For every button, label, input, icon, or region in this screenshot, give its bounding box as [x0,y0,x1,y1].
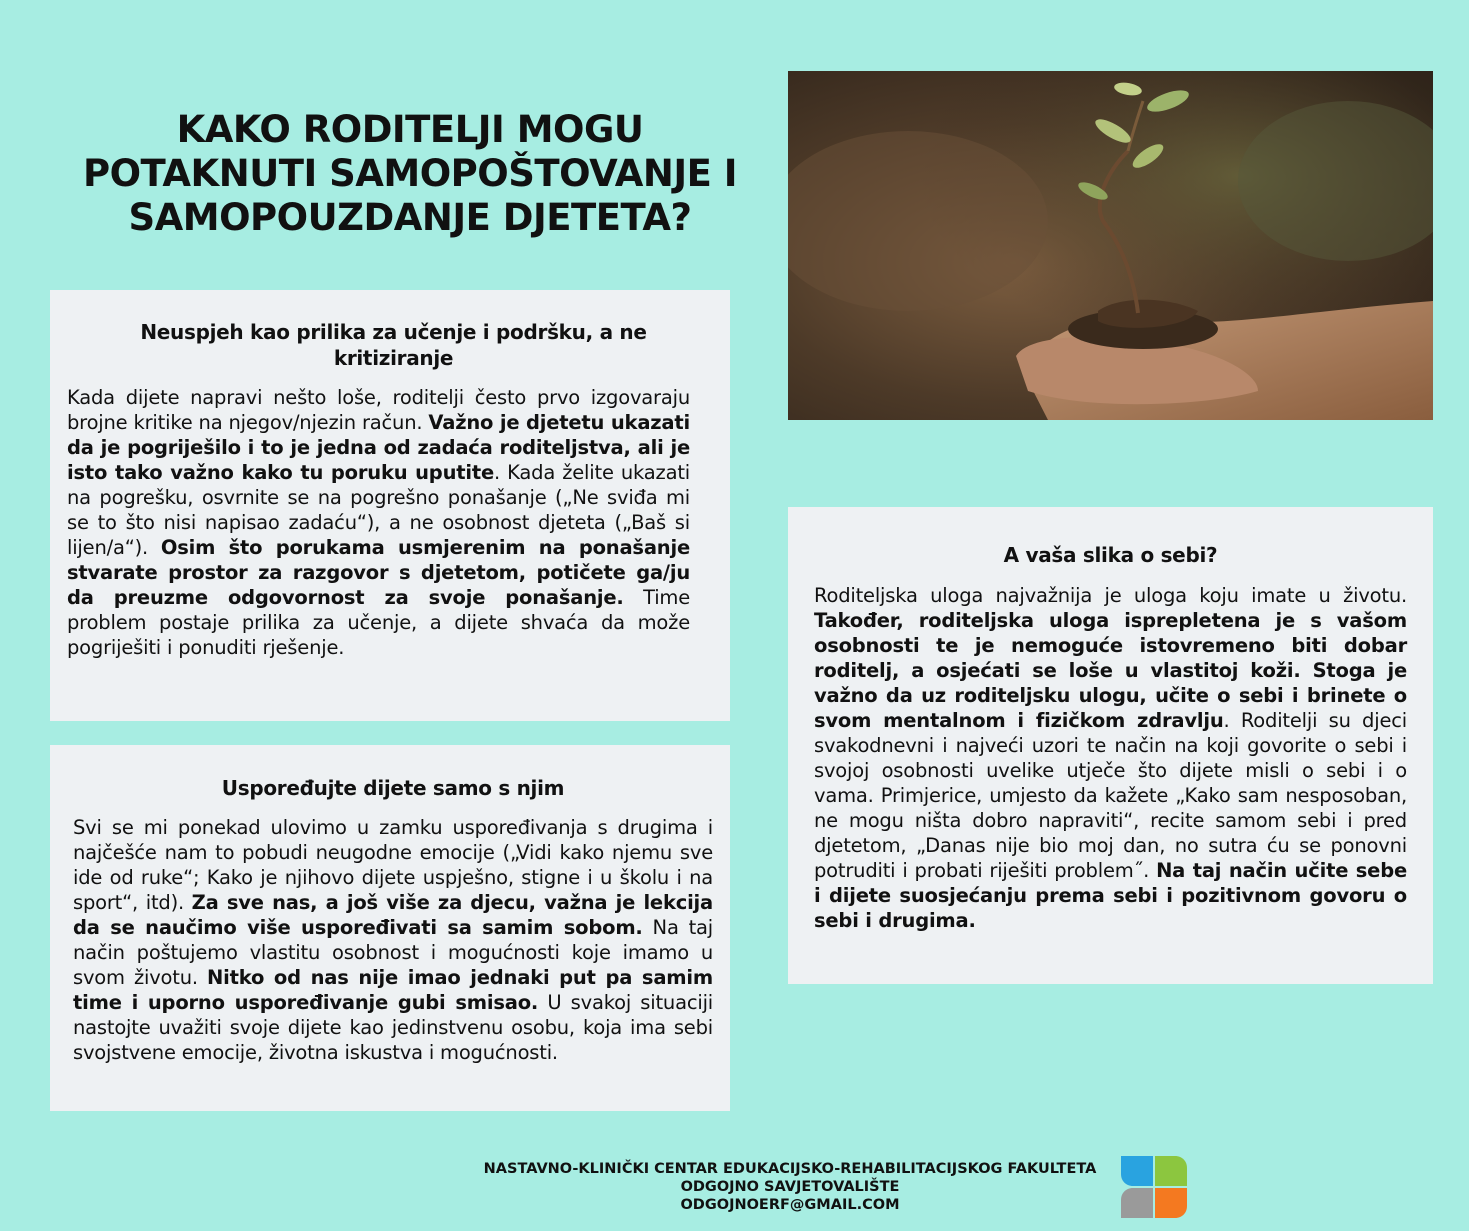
section-body [67,385,690,660]
footer-email: ODGOJNOERF@GMAIL.COM [680,1197,900,1213]
title-line-3: SAMOPOUZDANJE DJETETA? [128,196,692,239]
body-text: Time problem postaje prilika za učenje, a dijete shvaća da može pogriješiti i ponuditi rješenje. [67,586,691,659]
section-failure-as-opportunity [50,290,730,721]
body-text: U svakoj situaciji nastojte uvažiti svoje dijete kao jedinstvenu osobu, koja ima sebi svojstvene emocije, životna iskustva i mogućnosti. [73,991,714,1064]
body-text: Kada dijete napravi nešto loše, roditelji često prvo izgovaraju brojne kritike na njegov/njezin račun. [67,386,690,434]
footer-institution: NASTAVNO-KLINIČKI CENTAR EDUKACIJSKO-REHABILITACIJSKOG FAKULTETA [483,1161,1097,1177]
page-title [50,108,770,240]
section-heading: Neuspjeh kao prilika za učenje i podršku, a ne kritiziranje [140,320,647,370]
emphasized-text: Za sve nas, a još više za djecu, važna je lekcija da se naučimo više uspoređivati sa samim sobom. [73,891,714,939]
section-body [73,815,713,1065]
emphasized-text: Važno je djetetu ukazati da je pogriješilo i to je jedna od zadaća roditeljstva, ali je isto tako važno kako tu poruku uputite [67,411,690,484]
title-line-2: POTAKNUTI SAMOPOŠTOVANJE I [82,152,738,195]
seedling-in-hands-photo [788,71,1433,420]
emphasized-text: Osim što porukama usmjerenim na ponašanje stvarate prostor za razgovor s djetetom, potičete ga/ju da preuzme odgovornost za svoje ponašanje. [67,536,690,609]
section-compare-child-with-self [50,745,730,1111]
emphasized-text: Na taj način učite sebe i dijete suosjećanju prema sebi i pozitivnom govoru o sebi i drugima. [814,859,1407,932]
body-text: Na taj način poštujemo vlastitu osobnost i mogućnosti koje imamo u svom životu. [73,916,714,989]
seedling-photo-illustration [788,71,1433,420]
logo-green-leaf [1155,1156,1187,1186]
four-leaf-square-logo [1121,1156,1187,1218]
emphasized-text: Također, roditeljska uloga isprepletena je s vašom osobnosti te je nemoguće istovremeno biti dobar roditelj, a osjećati se loše u vlastitoj koži. Stoga je važno da uz roditeljsku ulogu, učite o sebi i brinete o svom mentalnom i fizičkom zdravlju [814,609,1407,732]
section-heading: Uspoređujte dijete samo s njim [221,776,565,800]
logo-orange-leaf [1155,1188,1187,1218]
footer-department: ODGOJNO SAVJETOVALIŠTE [680,1179,900,1195]
body-text: Svi se mi ponekad ulovimo u zamku uspoređivanja s drugima i najčešće nam to pobudi neugodne emocije („Vidi kako njemu sve ide od ruke“; Kako je njihovo dijete uspješno, stigne i u školu i na sport“, itd). [73,816,713,914]
body-text: Roditeljska uloga najvažnija je uloga koju imate u životu. [814,584,1407,607]
body-text: . Roditelji su djeci svakodnevni i najveći uzori te način na koji govorite o sebi i svojoj osobnosti uvelike utječe što dijete misli o sebi i o vama. Primjerice, umjesto da kažete „Kako sam nesposoban, ne mogu ništa dobro napraviti“, recite samom sebi i pred djetetom, „Danas nije bio moj dan, no sutra ću se ponovni potruditi i probati riješiti problem˝. [814,709,1407,882]
section-body [814,583,1407,933]
emphasized-text: Nitko od nas nije imao jednaki put pa samim time i uporno uspoređivanje gubi smisao. [73,966,713,1014]
footer [440,1160,1140,1214]
section-heading: A vaša slika o sebi? [1003,543,1218,567]
logo-blue-leaf [1121,1156,1153,1186]
logo-gray-leaf [1121,1188,1153,1218]
title-line-1: KAKO RODITELJI MOGU [176,108,644,151]
section-your-self-image [788,507,1433,984]
body-text: . Kada želite ukazati na pogrešku, osvrnite se na pogrešno ponašanje („Ne sviđa mi se to što nisi napisao zadaću“), a ne osobnost djeteta („Baš si lijen/a“). [67,461,690,559]
